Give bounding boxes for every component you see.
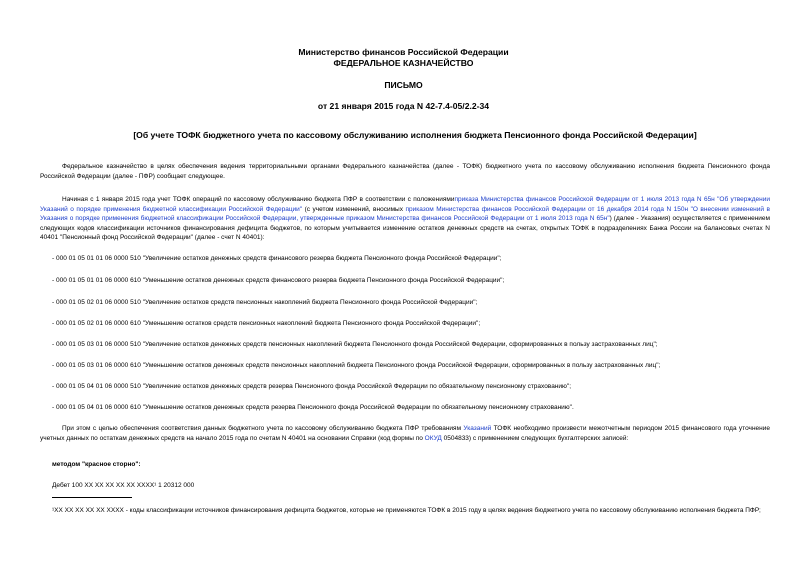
- paragraph-basis-text-3: ) (далее - Указания) осуществляется с применением следующих кодов классификации источников финансирования дефицита бюджетов, по которым учитывается изменение остатков денежных средств на счетах, открытых ТОФК в подразделениях Банка России на балансовых счетах N 40401 "Пенсионный фонд Российской Федерации" (далее - счет N 40401):: [40, 215, 770, 242]
- code-item: - 000 01 05 01 01 06 0000 510 "Увеличение остатков денежных средств финансового резерва бюджета Пенсионного фонда Российской Федерации";: [52, 255, 502, 262]
- paragraph-adjustment-text-1: При этом с целью обеспечения соответствия данных бюджетного учета по кассовому обслуживанию бюджета ПФР требованиям: [62, 425, 464, 432]
- code-item: - 000 01 05 01 01 06 0000 610 "Уменьшение остатков денежных средств финансового резерва бюджета Пенсионного фонда Российской Федерации";: [52, 277, 505, 284]
- okud-link[interactable]: ОКУД: [424, 434, 442, 442]
- instructions-link[interactable]: Указаний: [463, 425, 492, 432]
- footnote-divider: [52, 497, 132, 498]
- paragraph-adjustment-text-2: ТОФК необходимо произвести межотчетным периодом 2015 финансового года уточнение учетных данных по остаткам денежных средств на начало 2015 года по счетам N 40401 на основании Справки (код формы по: [40, 425, 770, 442]
- paragraph-basis-text-2: (с учетом изменений, вносимых: [302, 205, 406, 213]
- paragraph-intro: Федеральное казначейство в целях обеспечения ведения территориальными органами Федерального казначейства (далее - ТОФК) бюджетного учета по кассовому обслуживанию исполнения бюджета Пенсионного фонда Российской Федерации (далее - ПФР) сообщает следующее.: [40, 163, 770, 180]
- debit-entry: Дебет 100 XX XX XX XX XX XXXX¹ 1 20312 000: [52, 482, 195, 489]
- ministry-heading: Министерство финансов Российской Федерации: [298, 47, 509, 57]
- doc-type-heading: ПИСЬМО: [384, 80, 423, 90]
- paragraph-adjustment: [40, 424, 770, 443]
- red-storno-method: методом "красное сторно":: [52, 461, 141, 468]
- code-item: - 000 01 05 04 01 06 0000 510 "Увеличение остатков денежных средств резерва Пенсионного фонда Российской Федерации по обязательному пенсионному страхованию";: [52, 383, 572, 390]
- paragraph-adjustment-text-3: 0504833) с применением следующих бухгалтерских записей:: [441, 434, 629, 442]
- doc-date-number: от 21 января 2015 года N 42-7.4-05/2.2-34: [317, 101, 490, 111]
- order-65n-link[interactable]: приказа Министерства финансов Российской Федерации от 1 июля 2013 года N 65н "Об утверждении Указаний о порядке применения бюджетной классификации Российской Федерации": [40, 196, 770, 213]
- paragraph-basis: [40, 195, 770, 243]
- code-item: - 000 01 05 03 01 06 0000 510 "Увеличение остатков денежных средств пенсионных накоплений бюджета Пенсионного фонда Российской Федерации, сформированных в пользу застрахованных лиц";: [52, 341, 658, 348]
- footnote: ¹XX XX XX XX XX XXXX - коды классификации источников финансирования дефицита бюджетов, которые не применяются ТОФК в 2015 году в целях ведения бюджетного учета по кассовому обслуживанию исполнения бюджета ПФР;: [52, 507, 761, 514]
- code-item: - 000 01 05 02 01 06 0000 510 "Увеличение остатков средств пенсионных накоплений бюджета Пенсионного фонда Российской Федерации";: [52, 299, 478, 306]
- document-title: [Об учете ТОФК бюджетного учета по кассовому обслуживанию исполнения бюджета Пенсионного фонда Российской Федерации]: [133, 130, 697, 140]
- code-item: - 000 01 05 04 01 06 0000 610 "Уменьшение остатков денежных средств резерва Пенсионного фонда Российской Федерации по обязательному пенсионному страхованию".: [52, 404, 574, 411]
- paragraph-basis-text-1: Начиная с 1 января 2015 года учет ТОФК операций по кассовому обслуживанию бюджета ПФР в соответствии с положениями: [62, 196, 455, 203]
- order-150n-link[interactable]: приказом Министерства финансов Российской Федерации от 16 декабря 2014 года N 150н "О внесении изменений в Указания о порядке применения бюджетной классификации Российской Федерации, утвержденные приказом Министерства финансов Российской Федерации от 1 июля 2013 года N 65н": [40, 205, 770, 223]
- agency-heading: ФЕДЕРАЛЬНОЕ КАЗНАЧЕЙСТВО: [333, 58, 474, 68]
- code-item: - 000 01 05 03 01 06 0000 610 "Уменьшение остатков денежных средств пенсионных накоплений бюджета Пенсионного фонда Российской Федерации, сформированных в пользу застрахованных лиц";: [52, 362, 661, 369]
- code-item: - 000 01 05 02 01 06 0000 610 "Уменьшение остатков средств пенсионных накоплений бюджета Пенсионного фонда Российской Федерации";: [52, 320, 481, 327]
